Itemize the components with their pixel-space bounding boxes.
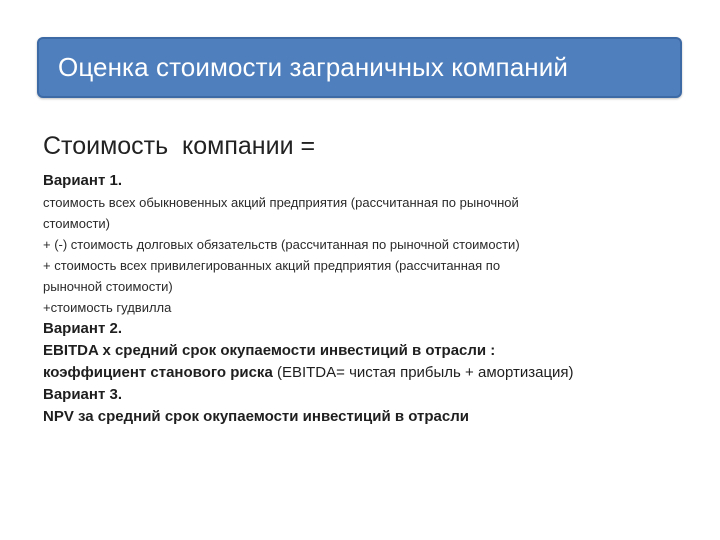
variant-1-line: + стоимость всех привилегированных акций предприятия (рассчитанная по: [43, 258, 501, 273]
variant-1-line: стоимость всех обыкновенных акций предприятия (рассчитанная по рыночной: [43, 195, 519, 210]
variant-1-line: +стоимость гудвилла: [43, 300, 172, 315]
variant-2-label: Вариант 2.: [43, 320, 122, 337]
variant-1-line: рыночной стоимости): [43, 279, 173, 294]
variant-3-formula-line: NPV за средний срок окупаемости инвестиций в отрасли: [43, 408, 469, 425]
variant-3-label: Вариант 3.: [43, 386, 122, 403]
value-heading: Стоимость компании =: [43, 132, 316, 160]
variant-2-formula-line-1: EBITDA х средний срок окупаемости инвестиций в отрасли :: [43, 342, 496, 359]
variant-1-label: Вариант 1.: [43, 172, 122, 189]
variant-1-line: стоимости): [43, 216, 111, 231]
variant-2-formula-line-2: [43, 362, 693, 384]
variant-2-formula-rest: (EBITDA= чистая прибыль + амортизация): [272, 364, 574, 381]
variant-2-formula-bold: коэффициент станового риска: [43, 364, 273, 381]
slide-title: Оценка стоимости заграничных компаний: [58, 52, 568, 82]
variant-1-line: + (-) стоимость долговых обязательств (рассчитанная по рыночной стоимости): [43, 237, 520, 252]
slide-title-bar: [37, 37, 682, 98]
slide-content: [43, 130, 693, 428]
